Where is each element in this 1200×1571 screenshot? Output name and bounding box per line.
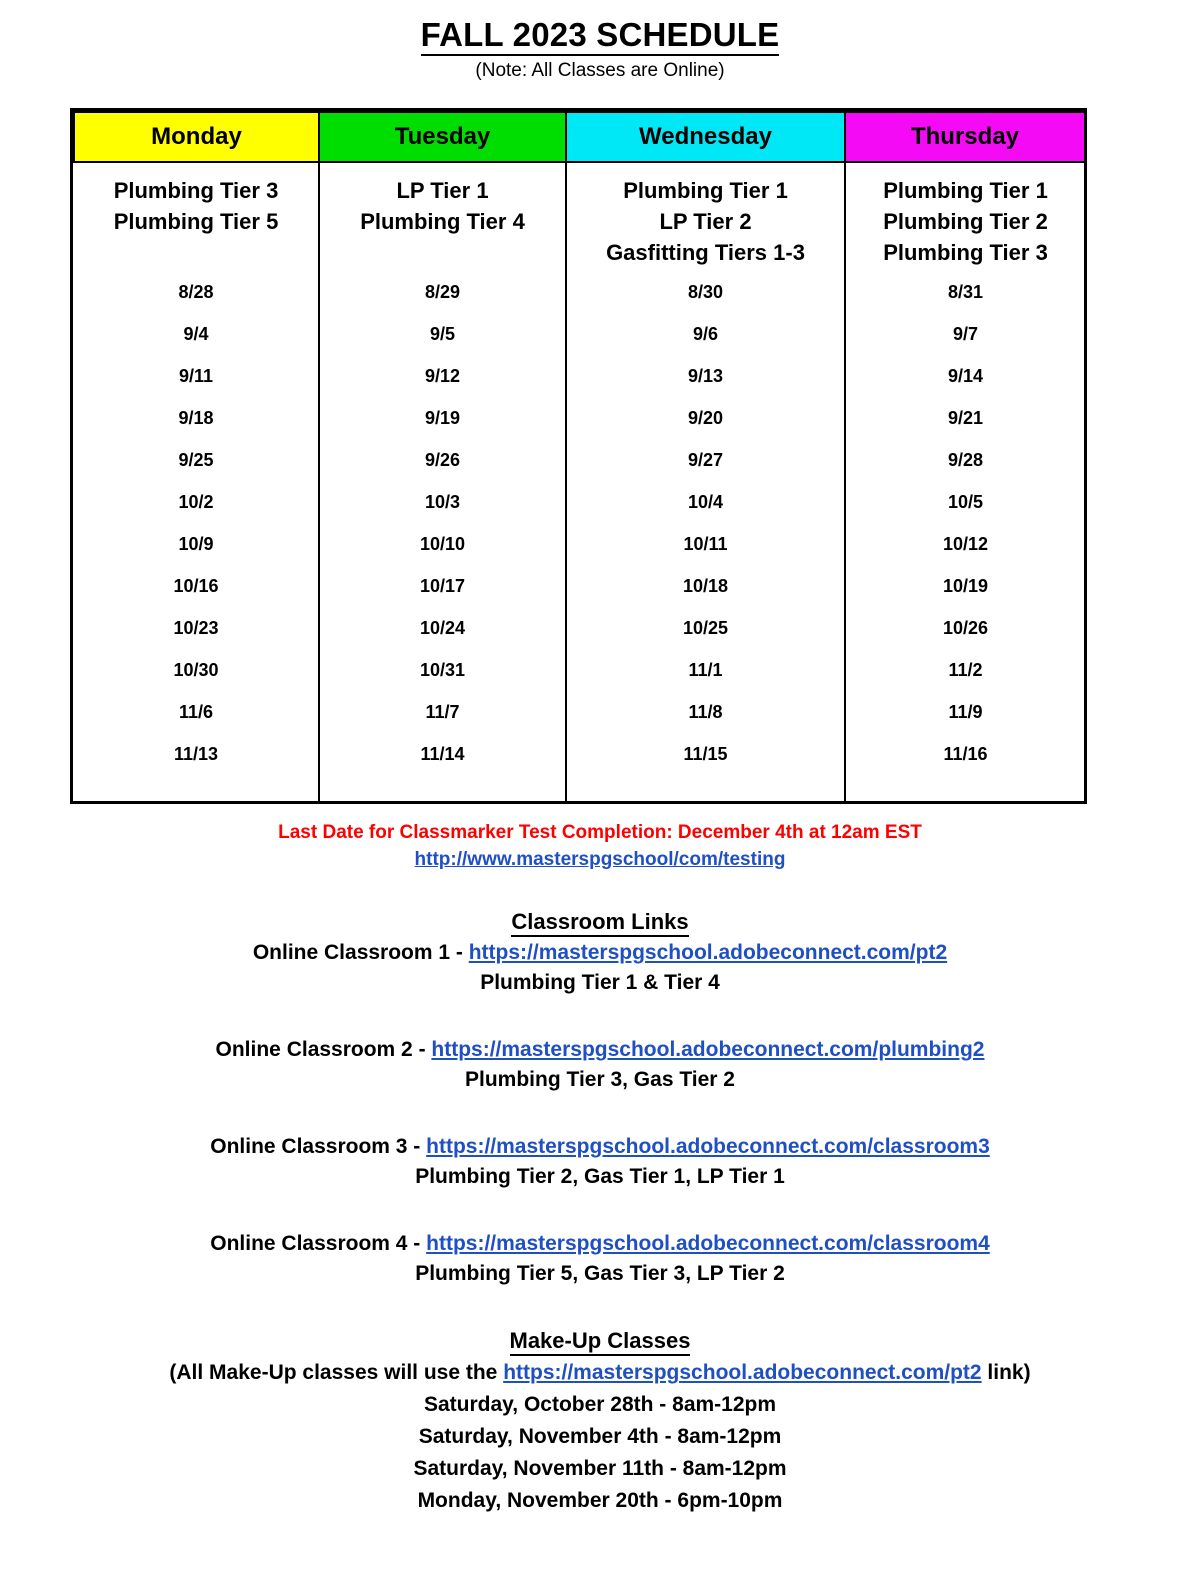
- date-item: 10/10: [419, 534, 466, 554]
- classroom-2-link[interactable]: https://masterspgschool.adobeconnect.com/plumbing2: [431, 1037, 985, 1061]
- classroom-3-label: Online Classroom 3 -: [210, 1134, 427, 1158]
- date-item: 10/2: [178, 492, 214, 512]
- test-deadline-notice: Last Date for Classmarker Test Completion: December 4th at 12am EST: [278, 822, 922, 843]
- class-item: Plumbing Tier 4: [360, 209, 525, 235]
- date-item: 10/9: [178, 534, 214, 554]
- date-item: 9/25: [178, 450, 214, 470]
- spacer: [0, 1289, 1200, 1325]
- makeup-session: Saturday, November 4th - 8am-12pm: [418, 1424, 782, 1448]
- date-item: 9/11: [178, 366, 214, 386]
- date-item: 10/24: [419, 618, 466, 638]
- date-list-tuesday: [320, 271, 565, 801]
- date-item: 9/26: [424, 450, 461, 470]
- date-item: 9/21: [947, 408, 984, 428]
- spacer: [0, 1193, 1200, 1229]
- class-list-tuesday: [320, 163, 565, 271]
- class-item: Gasfitting Tiers 1-3: [606, 240, 805, 266]
- day-column-tuesday: [319, 162, 566, 801]
- makeup-note-prefix: (All Make-Up classes will use the: [169, 1361, 504, 1385]
- class-list-monday: [74, 163, 318, 271]
- class-item: Plumbing Tier 3: [883, 240, 1048, 266]
- date-list-monday: [74, 271, 318, 801]
- date-item: 10/5: [947, 492, 984, 512]
- date-item: 9/18: [178, 408, 214, 428]
- date-item: 9/12: [424, 366, 461, 386]
- day-header-monday: Monday: [74, 112, 319, 162]
- classroom-1-line: [0, 938, 1200, 968]
- date-item: 10/26: [942, 618, 989, 638]
- date-item: 9/19: [424, 408, 461, 428]
- classroom-3-line: [0, 1132, 1200, 1162]
- makeup-session: Saturday, November 11th - 8am-12pm: [413, 1456, 787, 1480]
- makeup-classes-heading-text: Make-Up Classes: [510, 1328, 691, 1356]
- date-item: 11/6: [178, 702, 214, 722]
- date-list-thursday: [846, 271, 1085, 801]
- date-item: 11/13: [173, 744, 219, 764]
- class-item: Plumbing Tier 3: [113, 178, 279, 203]
- schedule-table-container: [70, 108, 1087, 804]
- date-item: 10/12: [942, 534, 989, 554]
- date-item: 8/29: [424, 282, 461, 302]
- classroom-4-line: [0, 1229, 1200, 1259]
- classroom-4-label: Online Classroom 4 -: [210, 1231, 427, 1255]
- date-item: 10/23: [173, 618, 219, 638]
- testing-url-link[interactable]: http://www.masterspgschool/com/testing: [414, 848, 786, 870]
- class-item: Plumbing Tier 1: [623, 178, 788, 203]
- table-body-row: [74, 162, 1085, 801]
- schedule-table: [73, 111, 1086, 801]
- date-item: 11/9: [948, 702, 983, 722]
- date-item: 9/14: [947, 366, 984, 386]
- day-column-wednesday: [566, 162, 845, 801]
- date-item: 10/25: [682, 618, 729, 638]
- date-item: 10/18: [682, 576, 729, 596]
- spacer: [0, 999, 1200, 1035]
- classroom-1-tiers: Plumbing Tier 1 & Tier 4: [480, 971, 720, 995]
- date-item: 11/2: [948, 660, 983, 680]
- date-list-wednesday: [567, 271, 844, 801]
- date-item: 9/28: [947, 450, 984, 470]
- makeup-note-suffix: link): [981, 1361, 1031, 1385]
- date-item: 8/30: [687, 282, 724, 302]
- classroom-4-link[interactable]: https://masterspgschool.adobeconnect.com/classroom4: [426, 1231, 990, 1255]
- date-item: 11/16: [943, 744, 988, 764]
- date-item: 9/4: [183, 324, 209, 344]
- class-item: Plumbing Tier 5: [113, 209, 279, 235]
- date-item: 10/30: [173, 660, 219, 680]
- date-item: 11/14: [420, 744, 465, 764]
- class-item: Plumbing Tier 1: [883, 178, 1048, 203]
- class-item: LP Tier 2: [659, 209, 752, 235]
- date-item: 8/31: [947, 282, 984, 302]
- date-item: 10/3: [424, 492, 461, 512]
- classroom-3-tiers: Plumbing Tier 2, Gas Tier 1, LP Tier 1: [415, 1165, 785, 1189]
- classroom-1-label: Online Classroom 1 -: [252, 940, 469, 964]
- makeup-session: Saturday, October 28th - 8am-12pm: [423, 1392, 777, 1416]
- date-item: 10/17: [419, 576, 466, 596]
- schedule-document: [0, 18, 1200, 1571]
- makeup-classes-heading: [0, 1325, 1200, 1357]
- day-header-thursday: Thursday: [845, 112, 1085, 162]
- day-header-wednesday: Wednesday: [566, 112, 845, 162]
- page-title: [0, 18, 1200, 53]
- classroom-2-tiers: Plumbing Tier 3, Gas Tier 2: [465, 1068, 735, 1092]
- date-item: 10/11: [683, 534, 728, 554]
- date-item: 9/7: [952, 324, 979, 344]
- lower-content: [0, 906, 1200, 1516]
- notice-block: [0, 821, 1200, 874]
- class-item: Plumbing Tier 2: [883, 209, 1048, 235]
- classroom-links-heading: [0, 906, 1200, 938]
- date-item: 9/6: [692, 324, 719, 344]
- spacer: [0, 1096, 1200, 1132]
- makeup-url-link[interactable]: https://masterspgschool.adobeconnect.com/pt2: [503, 1361, 982, 1385]
- date-item: 11/15: [683, 744, 728, 764]
- day-header-tuesday: Tuesday: [319, 112, 566, 162]
- makeup-link-note: [0, 1357, 1200, 1389]
- classroom-4-tiers: Plumbing Tier 5, Gas Tier 3, LP Tier 2: [415, 1261, 785, 1285]
- date-item: 9/5: [429, 324, 456, 344]
- testing-link-line: [0, 846, 1200, 875]
- date-item: 11/7: [425, 702, 460, 722]
- date-item: 10/19: [942, 576, 989, 596]
- classroom-links-heading-text: Classroom Links: [511, 909, 688, 937]
- date-item: 9/13: [687, 366, 724, 386]
- date-item: 10/4: [687, 492, 724, 512]
- page-subtitle: (Note: All Classes are Online): [475, 59, 725, 81]
- date-item: 10/16: [173, 576, 219, 596]
- date-item: 11/1: [688, 660, 723, 680]
- class-item: LP Tier 1: [396, 178, 489, 203]
- page-title-text: FALL 2023 SCHEDULE: [421, 16, 780, 56]
- date-item: 9/20: [687, 408, 724, 428]
- date-item: 11/8: [688, 702, 723, 722]
- classroom-3-link[interactable]: https://masterspgschool.adobeconnect.com/classroom3: [426, 1134, 990, 1158]
- day-column-thursday: [845, 162, 1085, 801]
- makeup-session: Monday, November 20th - 6pm-10pm: [417, 1488, 783, 1512]
- day-column-monday: [74, 162, 319, 801]
- classroom-1-link[interactable]: https://masterspgschool.adobeconnect.com/pt2: [468, 940, 948, 964]
- date-item: 8/28: [178, 282, 214, 302]
- table-header-row: [74, 112, 1085, 162]
- class-list-thursday: [846, 163, 1085, 271]
- date-item: 9/27: [687, 450, 724, 470]
- class-list-wednesday: [567, 163, 844, 271]
- date-item: 10/31: [419, 660, 466, 680]
- classroom-2-label: Online Classroom 2 -: [215, 1037, 432, 1061]
- classroom-2-line: [0, 1035, 1200, 1065]
